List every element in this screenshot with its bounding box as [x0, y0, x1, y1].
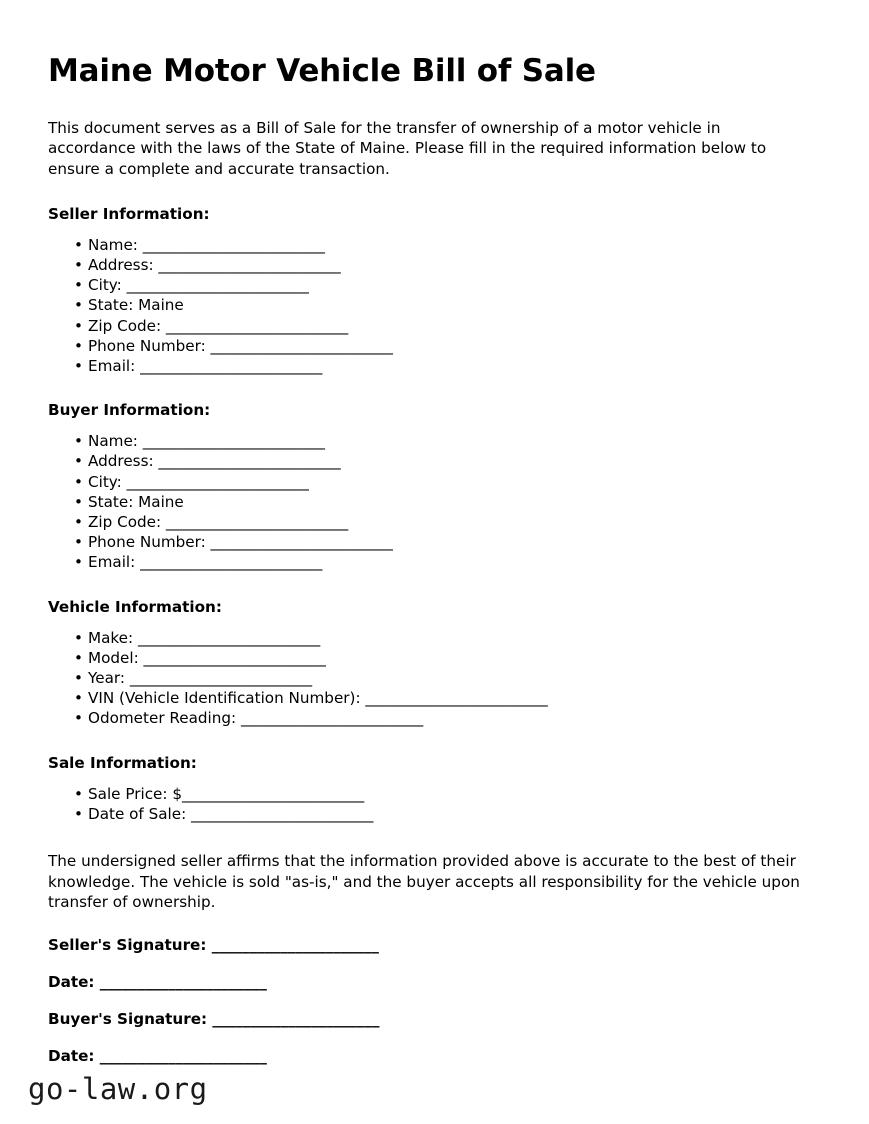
field-row-vehicle-odometer [48, 708, 821, 728]
signature-block [48, 913, 821, 1066]
field-label: Email: [88, 356, 136, 375]
signature-row-seller-date [48, 972, 821, 1009]
signature-row-buyer-date [48, 1046, 821, 1066]
field-row-vehicle-year [48, 668, 821, 688]
field-fill-line[interactable]: ________________________ [360, 689, 548, 708]
field-fill-line[interactable]: ________________________ [121, 276, 309, 295]
field-label: Phone Number: [88, 336, 206, 355]
signature-row-seller-signature [48, 935, 821, 972]
field-row-buyer-phone [48, 532, 821, 552]
field-fill-line[interactable]: ________________________ [182, 784, 365, 803]
field-row-seller-zip [48, 316, 821, 336]
field-fill-line[interactable]: ________________________ [133, 628, 321, 647]
field-fill-line[interactable]: ________________________ [153, 255, 341, 274]
field-label: Zip Code: [88, 512, 162, 531]
field-fill-line[interactable]: ________________________ [138, 648, 326, 667]
field-value: Maine [133, 492, 184, 511]
field-fill-line[interactable]: ________________________ [186, 804, 374, 823]
field-row-seller-email [48, 356, 821, 376]
field-row-buyer-city [48, 472, 821, 492]
field-label: Name: [88, 235, 138, 254]
field-row-vehicle-vin [48, 688, 821, 708]
field-label: State: [88, 296, 134, 315]
field-fill-line[interactable]: ________________________ [153, 452, 341, 471]
field-row-seller-city [48, 275, 821, 295]
field-label: Make: [88, 628, 134, 647]
signature-label: Seller's Signature: [48, 936, 207, 955]
buyer-field-list [48, 420, 821, 572]
field-label: City: [88, 276, 122, 295]
field-row-buyer-address [48, 451, 821, 471]
field-label: Email: [88, 553, 136, 572]
field-row-buyer-name [48, 431, 821, 451]
signature-fill-line[interactable]: ______________________ [206, 936, 379, 955]
field-row-seller-phone [48, 336, 821, 356]
field-label: State: [88, 492, 134, 511]
section-heading-vehicle: Vehicle Information: [48, 597, 222, 616]
field-row-buyer-state [48, 492, 821, 512]
field-row-vehicle-model [48, 648, 821, 668]
field-label: Address: [88, 255, 154, 274]
field-label: Year: [88, 669, 126, 687]
field-fill-line[interactable]: ________________________ [125, 669, 313, 687]
field-fill-line[interactable]: ________________________ [137, 235, 326, 254]
field-row-seller-name [48, 235, 821, 255]
signature-row-buyer-signature [48, 1009, 821, 1046]
signature-label: Date: [48, 973, 95, 992]
field-fill-line[interactable]: ________________________ [205, 533, 393, 552]
signature-fill-line[interactable]: ______________________ [94, 973, 267, 992]
field-label: Date of Sale: [88, 804, 187, 823]
signature-fill-line[interactable]: ______________________ [94, 1047, 267, 1066]
section-heading-buyer: Buyer Information: [48, 401, 211, 420]
vehicle-field-list [48, 617, 821, 729]
field-row-seller-state [48, 295, 821, 315]
field-fill-line[interactable]: ________________________ [137, 432, 326, 451]
field-fill-line[interactable]: ________________________ [135, 356, 323, 375]
field-row-seller-address [48, 255, 821, 275]
field-label: Phone Number: [88, 533, 206, 552]
field-label: Odometer Reading: [88, 709, 237, 728]
field-fill-line[interactable]: ________________________ [236, 709, 424, 728]
field-value: Maine [133, 296, 184, 315]
signature-fill-line[interactable]: ______________________ [207, 1010, 380, 1029]
field-fill-line[interactable]: ________________________ [205, 336, 393, 355]
field-label: City: [88, 472, 122, 491]
sale-field-list [48, 773, 821, 824]
field-label: Zip Code: [88, 316, 162, 335]
field-label: Address: [88, 452, 154, 471]
signature-label: Buyer's Signature: [48, 1010, 208, 1029]
field-row-sale-date [48, 804, 821, 824]
field-label: VIN (Vehicle Identification Number): [88, 689, 361, 708]
field-label: Name: [88, 432, 138, 451]
field-row-sale-price [48, 784, 821, 804]
seller-field-list [48, 224, 821, 376]
field-fill-line[interactable]: ________________________ [161, 316, 349, 335]
field-row-buyer-email [48, 552, 821, 572]
field-fill-line[interactable]: ________________________ [161, 512, 349, 531]
field-row-buyer-zip [48, 512, 821, 532]
intro-paragraph: This document serves as a Bill of Sale for the transfer of ownership of a motor vehicle in accordance with the laws of the State of Maine. Please fill in the required information below to ensure a complete and accurate transaction. [48, 118, 767, 179]
section-heading-seller: Seller Information: [48, 204, 210, 223]
field-fill-line[interactable]: ________________________ [135, 553, 323, 572]
field-row-vehicle-make [48, 628, 821, 648]
field-label: Sale Price: $ [88, 784, 182, 803]
closing-paragraph: The undersigned seller affirms that the information provided above is accurate to the best of their knowledge. The vehicle is sold "as-is," and the buyer accepts all responsibility for the vehicle upon transfer of ownership. [48, 852, 800, 912]
signature-label: Date: [48, 1047, 95, 1066]
field-label: Model: [88, 648, 139, 667]
site-watermark: go-law.org [28, 1072, 208, 1106]
page-title: Maine Motor Vehicle Bill of Sale [48, 53, 596, 89]
section-heading-sale: Sale Information: [48, 753, 197, 772]
field-fill-line[interactable]: ________________________ [121, 472, 309, 491]
